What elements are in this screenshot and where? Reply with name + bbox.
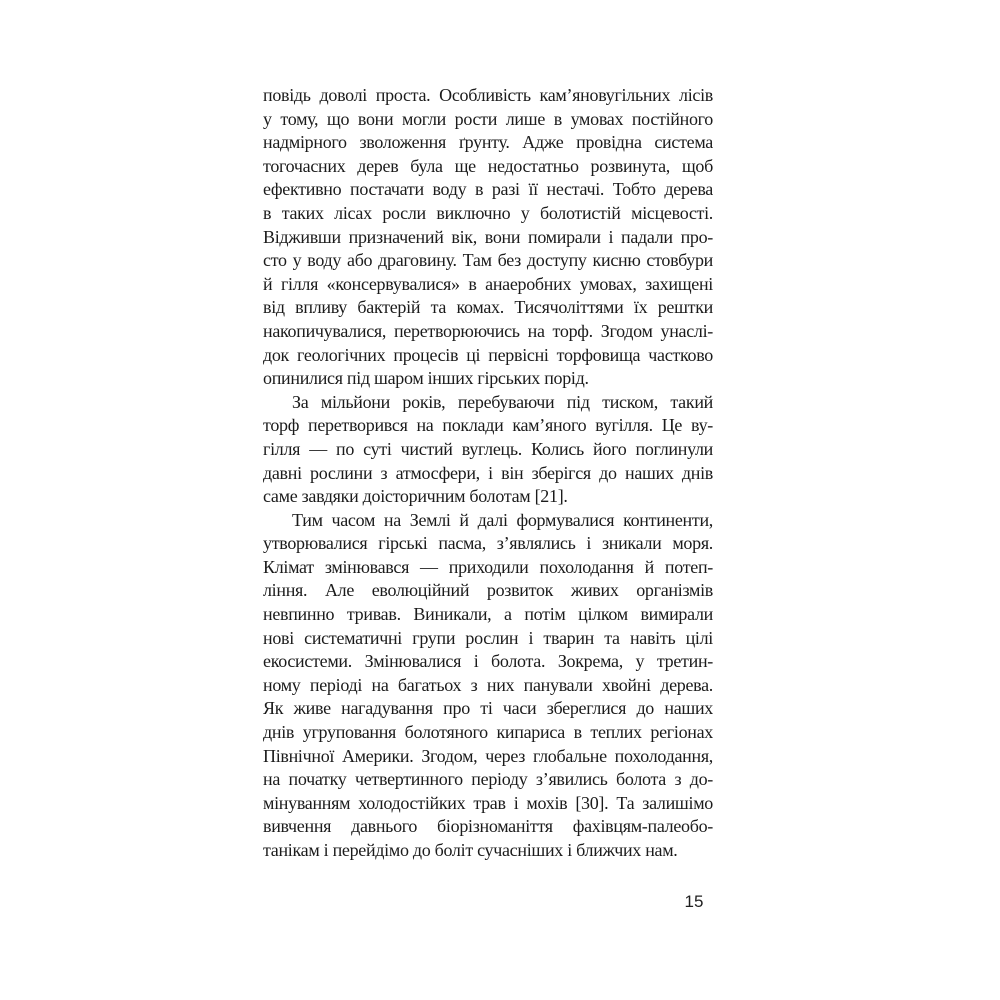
paragraph <box>263 391 713 509</box>
text-line: саме завдяки доісторичним болотам [21]. <box>263 486 568 507</box>
text-line: Клімат змінювався — приходили похолодання й потеп- <box>263 556 713 577</box>
text-line: торф перетворився на поклади кам’яного вугілля. Це ву- <box>263 415 713 436</box>
text-line: ефективно постачати воду в разі її нестачі. Тобто дерева <box>263 179 713 200</box>
text-line: Відживши призначений вік, вони помирали і падали про- <box>263 226 713 247</box>
text-line: мінуванням холодостійких трав і мохів [30]. Та залишімо <box>263 792 713 813</box>
text-line: повідь доволі проста. Особливість кам’яновугільних лісів <box>263 85 713 105</box>
text-line: ному періоді на багатьох з них панували хвойні дерева. <box>263 674 713 695</box>
text-line: накопичувалися, перетворюючись на торф. Згодом унаслі- <box>263 320 713 341</box>
text-line: вивчення давнього біорізноманіття фахівцям-палеобо- <box>263 816 713 837</box>
text-line: танікам і перейдімо до боліт сучасніших і ближчих нам. <box>263 840 678 860</box>
text-line: ління. Але еволюційний розвиток живих організмів <box>263 580 713 601</box>
text-line: тогочасних дерев була ще недостатньо розвинута, щоб <box>263 155 713 176</box>
text-line: невпинно тривав. Виникали, а потім цілком вимирали <box>263 604 713 625</box>
text-line: в таких лісах росли виключно у болотистій місцевості. <box>263 202 713 223</box>
text-line: у тому, що вони могли рости лише в умовах постійного <box>263 108 713 129</box>
text-block <box>263 84 713 863</box>
text-line: док геологічних процесів ці первісні торфовища частково <box>263 344 713 365</box>
paragraph <box>263 509 713 863</box>
text-line: екосистеми. Змінювалися і болота. Зокрема, у третин- <box>263 651 713 672</box>
text-line: гілля — по суті чистий вуглець. Колись його поглинули <box>263 438 713 459</box>
page-number: 15 <box>684 892 704 911</box>
text-line: За мільйони років, перебуваючи під тиском, такий <box>292 391 713 412</box>
text-line: Тим часом на Землі й далі формувалися континенти, <box>292 509 713 530</box>
text-line: надмірного зволоження ґрунту. Адже провідна система <box>263 132 713 153</box>
text-line: опинилися під шаром інших гірських порід. <box>263 368 589 389</box>
text-line: сто у воду або драговину. Там без доступу кисню стовбури <box>263 250 713 271</box>
text-line: Як живе нагадування про ті часи збереглися до наших <box>263 698 713 719</box>
text-line: від впливу бактерій та комах. Тисячоліттями їх рештки <box>263 297 713 318</box>
paragraph <box>263 84 713 391</box>
text-line: на початку четвертинного періоду з’явились болота з до- <box>263 769 713 790</box>
text-line: утворювалися гірські пасма, з’являлись і зникали моря. <box>263 533 713 554</box>
text-line: давні рослини з атмосфери, і він зберігся до наших днів <box>263 462 713 483</box>
text-line: днів угруповання болотяного кипариса в теплих регіонах <box>263 722 713 743</box>
text-line: Північної Америки. Згодом, через глобальне похолодання, <box>263 745 713 766</box>
text-line: й гілля «консервувалися» в анаеробних умовах, захищені <box>263 273 713 294</box>
text-line: нові систематичні групи рослин і тварин та навіть цілі <box>263 627 713 648</box>
